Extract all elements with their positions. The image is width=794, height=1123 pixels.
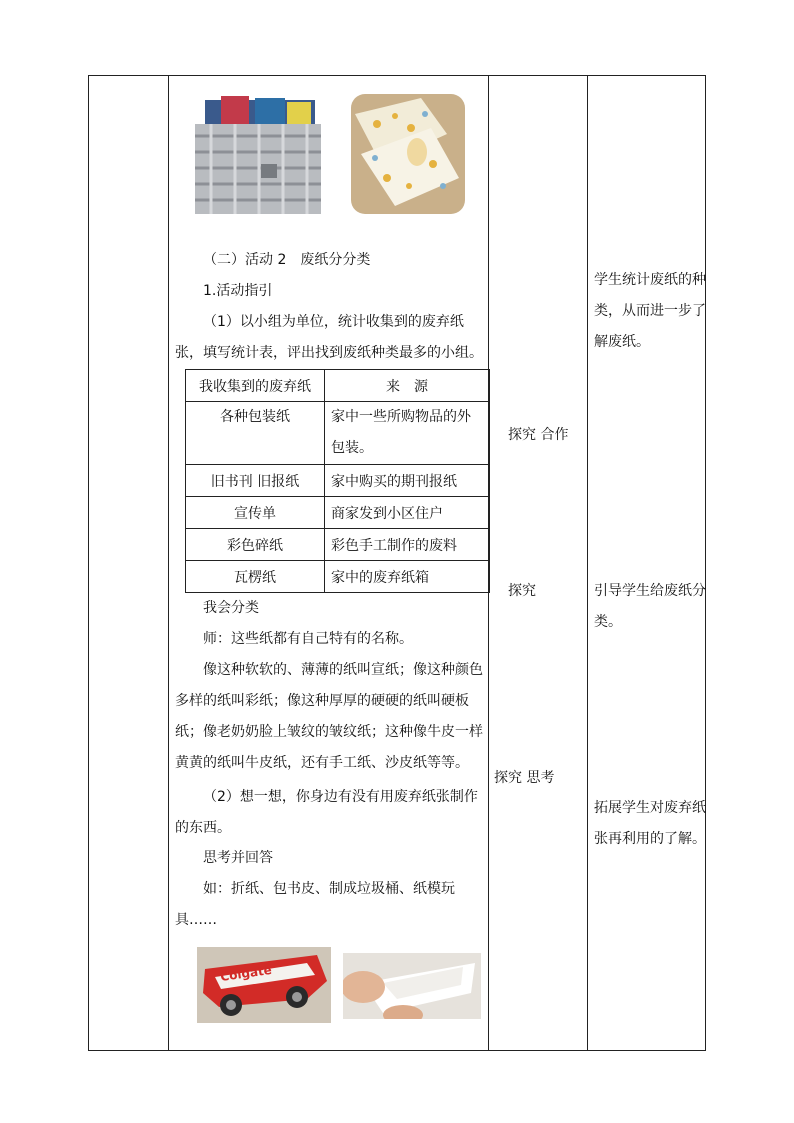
table-cell-source: 家中购买的期刊报纸 [325,465,490,497]
table-row [186,402,490,465]
paper-napkin-image [351,94,465,214]
think-heading: 思考并回答 [203,850,273,866]
table-cell-source: 家中一些所购物品的外包装。 [325,402,490,465]
teacher-line: 师：这些纸都有自己特有的名称。 [203,631,413,647]
newspaper-basket-image [191,94,325,216]
column-divider-1 [168,76,169,1050]
example-text: 如：折纸、包书皮、制成垃圾桶、纸模玩具…… [175,881,455,928]
lesson-table [88,75,706,1051]
classify-heading: 我会分类 [203,600,259,616]
waste-paper-table [185,369,490,593]
table-cell-type: 宣传单 [186,497,325,529]
method-2: 探究 [508,583,536,599]
intent-2: 引导学生给废纸分类。 [594,583,706,630]
method-1: 探究 合作 [508,427,569,443]
activity-heading: （二）活动 2 废纸分分类 [203,252,371,268]
task-1-text: （1）以小组为单位，统计收集到的废弃纸张，填写统计表，评出找到废纸种类最多的小组。 [175,314,483,361]
table-cell-source: 商家发到小区住户 [325,497,490,529]
paper-description: 像这种软软的、薄薄的纸叫宣纸；像这种颜色多样的纸叫彩纸；像这种厚厚的硬硬的纸叫硬板纸；像老奶奶脸上皱纹的皱纹纸；这种像牛皮一样黄黄的纸叫牛皮纸，还有手工纸、沙皮纸等等。 [175,662,483,771]
table-cell-source: 家中的废弃纸箱 [325,561,490,593]
activity-guide-heading: 1.活动指引 [203,283,273,299]
table-cell-source: 彩色手工制作的废料 [325,529,490,561]
paper-boat-image [343,953,481,1019]
table-row [186,529,490,561]
intent-1: 学生统计废纸的种类，从而进一步了解废纸。 [594,272,706,350]
table-header-type: 我收集到的废弃纸 [186,370,325,402]
method-3: 探究 思考 [494,770,555,786]
task-2-text: （2）想一想，你身边有没有用废弃纸张制作的东西。 [175,789,478,836]
car-brand-label: Colgate [219,962,273,984]
paper-car-image [197,947,331,1023]
table-cell-type: 彩色碎纸 [186,529,325,561]
table-cell-type: 旧书刊 旧报纸 [186,465,325,497]
table-header-source: 来 源 [325,370,490,402]
table-cell-type: 瓦楞纸 [186,561,325,593]
table-row [186,497,490,529]
intent-3: 拓展学生对废弃纸张再利用的了解。 [594,800,706,847]
table-row [186,561,490,593]
column-divider-3 [587,76,588,1050]
table-cell-type: 各种包装纸 [186,402,325,465]
table-row [186,465,490,497]
